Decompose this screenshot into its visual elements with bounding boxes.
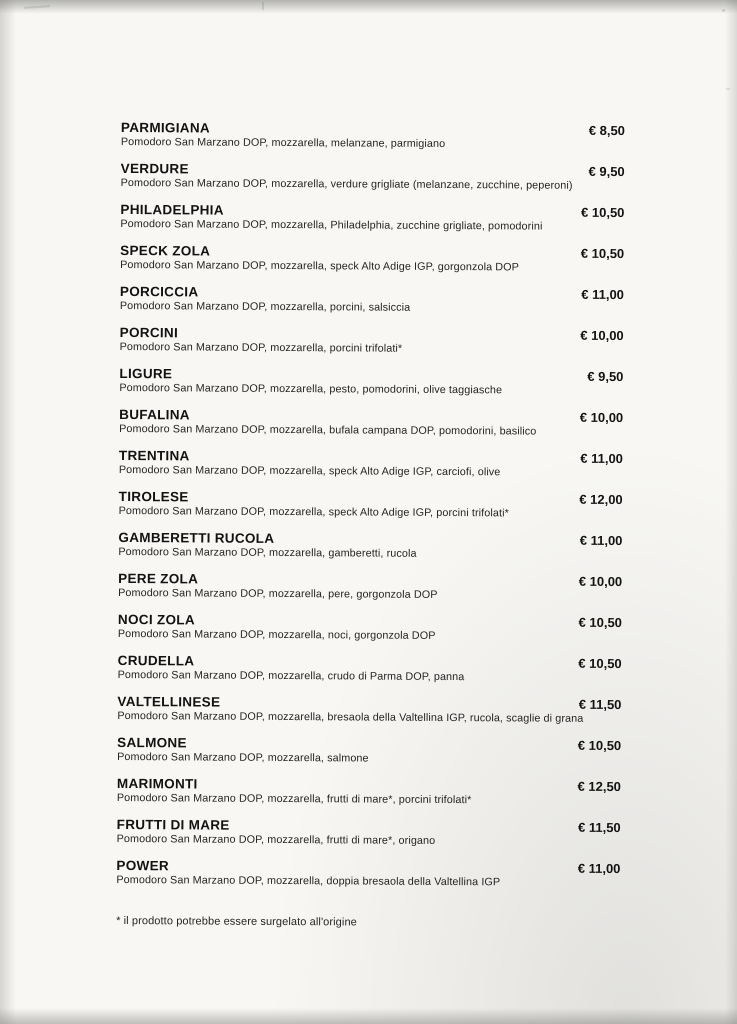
item-price: € 11,00 [581, 286, 624, 303]
scan-artifact [24, 5, 50, 9]
menu-item [120, 243, 652, 275]
item-name: PHILADELPHIA [120, 201, 224, 218]
item-price: € 9,50 [588, 163, 625, 180]
menu-item [118, 530, 650, 562]
item-description: Pomodoro San Marzano DOP, mozzarella, Philadelphia, zucchine grigliate, pomodorini [120, 217, 543, 233]
item-description: Pomodoro San Marzano DOP, mozzarella, salmone [117, 750, 369, 765]
item-description: Pomodoro San Marzano DOP, mozzarella, noci, gorgonzola DOP [117, 627, 436, 642]
item-name: FRUTTI DI MARE [116, 816, 230, 833]
scan-artifact [726, 88, 730, 90]
item-name: VERDURE [120, 160, 189, 177]
item-price: € 10,50 [580, 245, 625, 262]
item-price: € 10,50 [581, 204, 625, 221]
item-price: € 11,00 [579, 532, 623, 549]
item-description: Pomodoro San Marzano DOP, mozzarella, frutti di mare*, origano [116, 832, 436, 847]
menu-item [119, 489, 651, 521]
item-price: € 11,00 [577, 860, 621, 877]
item-price: € 9,50 [587, 368, 624, 385]
item-name: PORCINI [119, 324, 179, 341]
item-description: Pomodoro San Marzano DOP, mozzarella, speck Alto Adige IGP, gorgonzola DOP [120, 258, 520, 274]
item-name: MARIMONTI [116, 775, 198, 792]
item-description: Pomodoro San Marzano DOP, mozzarella, doppia bresaola della Valtellina IGP [116, 873, 501, 889]
menu-item [119, 448, 651, 480]
item-description: Pomodoro San Marzano DOP, mozzarella, pesto, pomodorini, olive taggiasche [119, 381, 503, 397]
menu-item [120, 325, 652, 357]
item-price: € 10,50 [578, 614, 622, 631]
menu-item [118, 653, 650, 685]
item-description: Pomodoro San Marzano DOP, mozzarella, speck Alto Adige IGP, carciofi, olive [118, 463, 501, 479]
menu-item [116, 858, 648, 890]
menu-list [116, 120, 653, 890]
menu-item [117, 735, 649, 767]
item-description: Pomodoro San Marzano DOP, mozzarella, frutti di mare*, porcini trifolati* [116, 791, 472, 807]
menu-item [120, 202, 652, 234]
menu-item [117, 817, 649, 849]
frozen-product-footnote: * il prodotto potrebbe essere surgelato all'origine [116, 914, 357, 929]
item-name: PARMIGIANA [120, 120, 210, 136]
item-name: SPECK ZOLA [120, 242, 211, 259]
item-name: CRUDELLA [117, 652, 195, 669]
item-price: € 12,50 [577, 778, 621, 795]
item-price: € 10,00 [579, 409, 624, 426]
item-description: Pomodoro San Marzano DOP, mozzarella, bufala campana DOP, pomodorini, basilico [119, 422, 537, 438]
item-name: LIGURE [119, 365, 173, 382]
item-name: SALMONE [117, 734, 187, 751]
item-description: Pomodoro San Marzano DOP, mozzarella, bresaola della Valtellina IGP, rucola, scaglie di grana [117, 709, 584, 725]
item-name: POWER [116, 857, 170, 874]
scan-artifact [722, 9, 725, 12]
item-description: Pomodoro San Marzano DOP, mozzarella, gamberetti, rucola [118, 545, 417, 560]
item-name: TRENTINA [118, 447, 190, 464]
item-name: BUFALINA [119, 406, 190, 423]
item-description: Pomodoro San Marzano DOP, mozzarella, porcini trifolati* [119, 340, 403, 355]
item-name: GAMBERETTI RUCOLA [118, 529, 275, 546]
item-price: € 8,50 [588, 122, 625, 139]
menu-item [119, 366, 651, 398]
item-description: Pomodoro San Marzano DOP, mozzarella, speck Alto Adige IGP, porcini trifolati* [118, 504, 509, 520]
menu-item [121, 161, 653, 193]
item-price: € 10,00 [578, 573, 623, 590]
item-name: NOCI ZOLA [117, 611, 195, 628]
menu-item [118, 612, 650, 644]
item-price: € 10,50 [578, 655, 622, 672]
item-price: € 10,00 [580, 327, 624, 344]
menu-item [118, 571, 650, 603]
menu-item [119, 407, 651, 439]
menu-item [121, 120, 653, 152]
item-price: € 12,00 [579, 491, 623, 508]
menu-item [117, 694, 649, 726]
scan-artifact [262, 2, 264, 10]
item-description: Pomodoro San Marzano DOP, mozzarella, verdure grigliate (melanzane, zucchine, peperoni) [120, 176, 573, 192]
item-name: TIROLESE [118, 488, 189, 505]
item-price: € 10,50 [577, 737, 622, 754]
menu-item [117, 776, 649, 808]
item-name: PORCICCIA [119, 283, 199, 300]
menu-item [120, 284, 652, 316]
item-price: € 11,50 [578, 696, 622, 713]
item-description: Pomodoro San Marzano DOP, mozzarella, crudo di Parma DOP, panna [117, 668, 465, 684]
item-description: Pomodoro San Marzano DOP, mozzarella, melanzane, parmigiano [120, 135, 446, 150]
item-name: VALTELLINESE [117, 693, 221, 710]
item-description: Pomodoro San Marzano DOP, mozzarella, pere, gorgonzola DOP [118, 586, 438, 601]
item-price: € 11,00 [580, 450, 623, 467]
menu-content [116, 120, 653, 930]
item-description: Pomodoro San Marzano DOP, mozzarella, porcini, salsiccia [119, 299, 411, 314]
item-price: € 11,50 [577, 819, 621, 836]
item-name: PERE ZOLA [118, 570, 199, 587]
